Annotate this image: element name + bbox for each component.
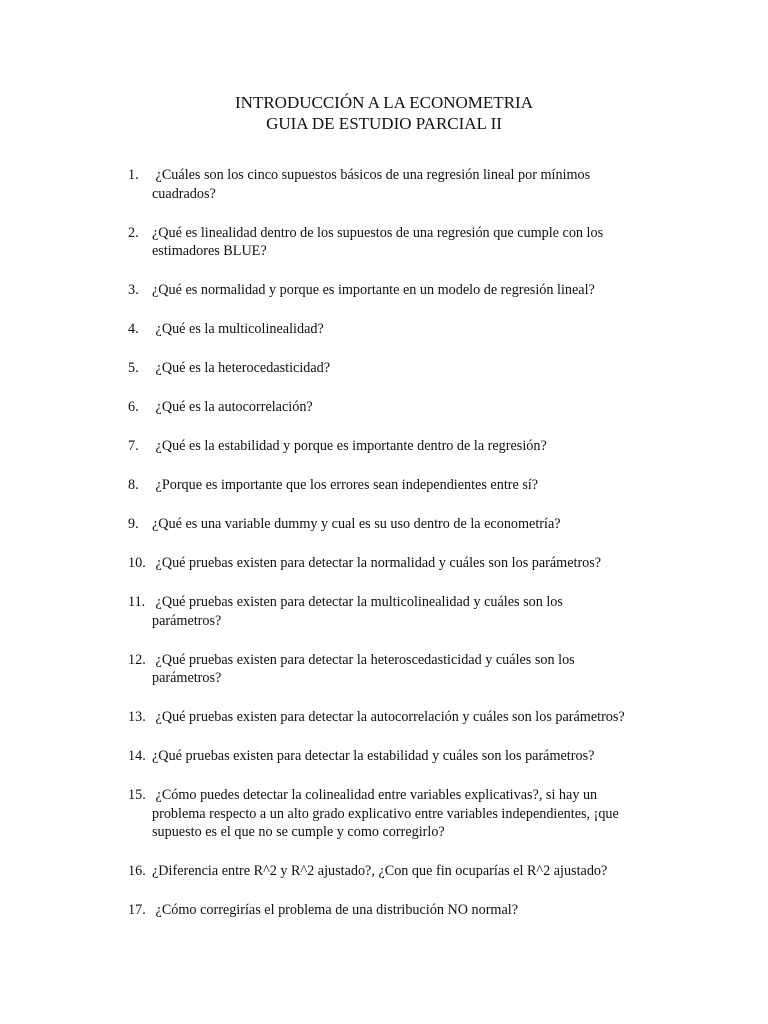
question-item (128, 515, 648, 534)
question-text-line: ¿Qué es la heterocedasticidad? (152, 360, 331, 376)
question-number: 12. (128, 651, 146, 668)
question-text (152, 281, 648, 300)
question-text (152, 476, 648, 495)
question-text-line: problema respecto a un alto grado explicativo entre variables independientes, ¡que (152, 805, 619, 822)
question-text-line: ¿Cómo puedes detectar la colinealidad entre variables explicativas?, si hay un (152, 787, 598, 803)
question-number: 6. (128, 399, 139, 415)
question-text-line: parámetros? (152, 612, 222, 629)
question-text-line: ¿Cuáles son los cinco supuestos básicos de una regresión lineal por mínimos (152, 167, 591, 183)
question-item (128, 901, 648, 920)
question-text-line: ¿Qué pruebas existen para detectar la heteroscedasticidad y cuáles son los (152, 651, 575, 668)
question-text (152, 708, 648, 727)
question-number: 5. (128, 360, 139, 376)
question-text-line: ¿Qué pruebas existen para detectar la autocorrelación y cuáles son los parámetros? (152, 709, 625, 725)
question-item (128, 320, 648, 339)
question-item (128, 359, 648, 378)
question-text-line: ¿Qué es normalidad y porque es importante en un modelo de regresión lineal? (152, 282, 595, 298)
question-item (128, 786, 648, 842)
question-number: 15. (128, 787, 146, 803)
question-item (128, 554, 648, 573)
question-item (128, 862, 648, 881)
question-number: 16. (128, 863, 146, 879)
question-number: 7. (128, 438, 139, 454)
question-text (152, 515, 648, 534)
question-text-line: supuesto es el que no se cumple y como corregirlo? (152, 824, 445, 840)
question-number: 1. (128, 167, 139, 183)
title-line-1: INTRODUCCIÓN A LA ECONOMETRIA (235, 93, 533, 112)
question-text-line: ¿Qué es una variable dummy y cual es su uso dentro de la econometría? (152, 516, 561, 532)
question-text-line: ¿Qué es la autocorrelación? (152, 399, 313, 415)
question-text (152, 437, 648, 456)
question-text-line: ¿Diferencia entre R^2 y R^2 ajustado?, ¿Con que fin ocuparías el R^2 ajustado? (152, 863, 608, 879)
question-text (152, 224, 648, 261)
question-text-line: ¿Cómo corregirías el problema de una distribución NO normal? (152, 902, 519, 918)
question-number: 13. (128, 709, 146, 725)
question-number: 11. (128, 594, 146, 610)
question-number: 9. (128, 516, 139, 532)
question-text (152, 320, 648, 339)
question-text (152, 593, 648, 630)
question-item (128, 593, 648, 630)
question-text (152, 359, 648, 378)
question-text (152, 862, 648, 881)
question-number: 2. (128, 224, 139, 241)
question-number: 4. (128, 321, 139, 337)
question-text (152, 651, 648, 688)
document-title (0, 92, 768, 134)
question-text-line: ¿Qué pruebas existen para detectar la normalidad y cuáles son los parámetros? (152, 555, 602, 571)
question-number: 14. (128, 748, 146, 764)
question-text-line: ¿Porque es importante que los errores sean independientes entre sí? (152, 477, 539, 493)
question-text-line: ¿Qué es la multicolinealidad? (152, 321, 324, 337)
question-text (152, 786, 648, 842)
question-number: 8. (128, 477, 139, 493)
question-text (152, 901, 648, 920)
question-text (152, 166, 648, 203)
question-text-line: ¿Qué pruebas existen para detectar la multicolinealidad y cuáles son los (152, 594, 563, 610)
question-text-line: cuadrados? (152, 185, 216, 202)
question-text (152, 747, 648, 766)
question-number: 3. (128, 282, 139, 298)
question-text (152, 554, 648, 573)
question-text-line: parámetros? (152, 670, 222, 686)
question-item (128, 224, 648, 261)
question-item (128, 437, 648, 456)
question-number: 17. (128, 902, 146, 918)
question-text-line: ¿Qué pruebas existen para detectar la estabilidad y cuáles son los parámetros? (152, 748, 595, 764)
question-item (128, 651, 648, 688)
question-item (128, 476, 648, 495)
question-item (128, 166, 648, 203)
question-text-line: ¿Qué es linealidad dentro de los supuestos de una regresión que cumple con los (152, 224, 604, 241)
question-list (128, 166, 648, 920)
question-text (152, 398, 648, 417)
question-text-line: ¿Qué es la estabilidad y porque es importante dentro de la regresión? (152, 438, 547, 454)
question-number: 10. (128, 555, 146, 571)
question-item (128, 281, 648, 300)
title-line-2: GUIA DE ESTUDIO PARCIAL II (266, 114, 502, 133)
question-item (128, 747, 648, 766)
question-item (128, 708, 648, 727)
question-text-line: estimadores BLUE? (152, 243, 267, 259)
question-item (128, 398, 648, 417)
